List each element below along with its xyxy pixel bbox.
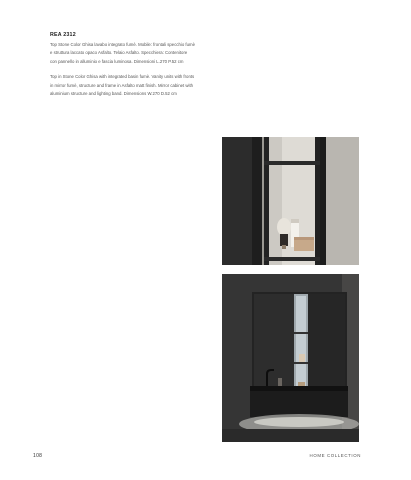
mirror-cabinet-illustration bbox=[222, 274, 359, 442]
description-english: Top in Stone Color Ghisa with integrated basin fumè. Vanity units with fronts in mirror fumè, structure and frame in Asfalto matt finish. Mirror cabinet with aluminium structure and lighting band. Dimensions W.270 D.52 cm bbox=[50, 74, 195, 97]
shelving-photo bbox=[222, 137, 359, 265]
product-code: REA 2312 bbox=[50, 32, 76, 38]
collection-name: HOME COLLECTION bbox=[309, 453, 361, 458]
description-italian: Top Stone Color Ghisa lavabo integrato fumè. Mobile: frontali specchio fumè e struttura laccato opaco Asfalto. Telaio Asfalto. Specchiera: Contenitore con pannello in alluminio e fascia luminosa. Dimensioni L.270 P.52 cm bbox=[50, 42, 195, 64]
product-description-block bbox=[50, 32, 195, 105]
shelving-illustration bbox=[222, 137, 359, 265]
mirror-cabinet-photo bbox=[222, 274, 359, 442]
page-number: 108 bbox=[33, 453, 43, 459]
